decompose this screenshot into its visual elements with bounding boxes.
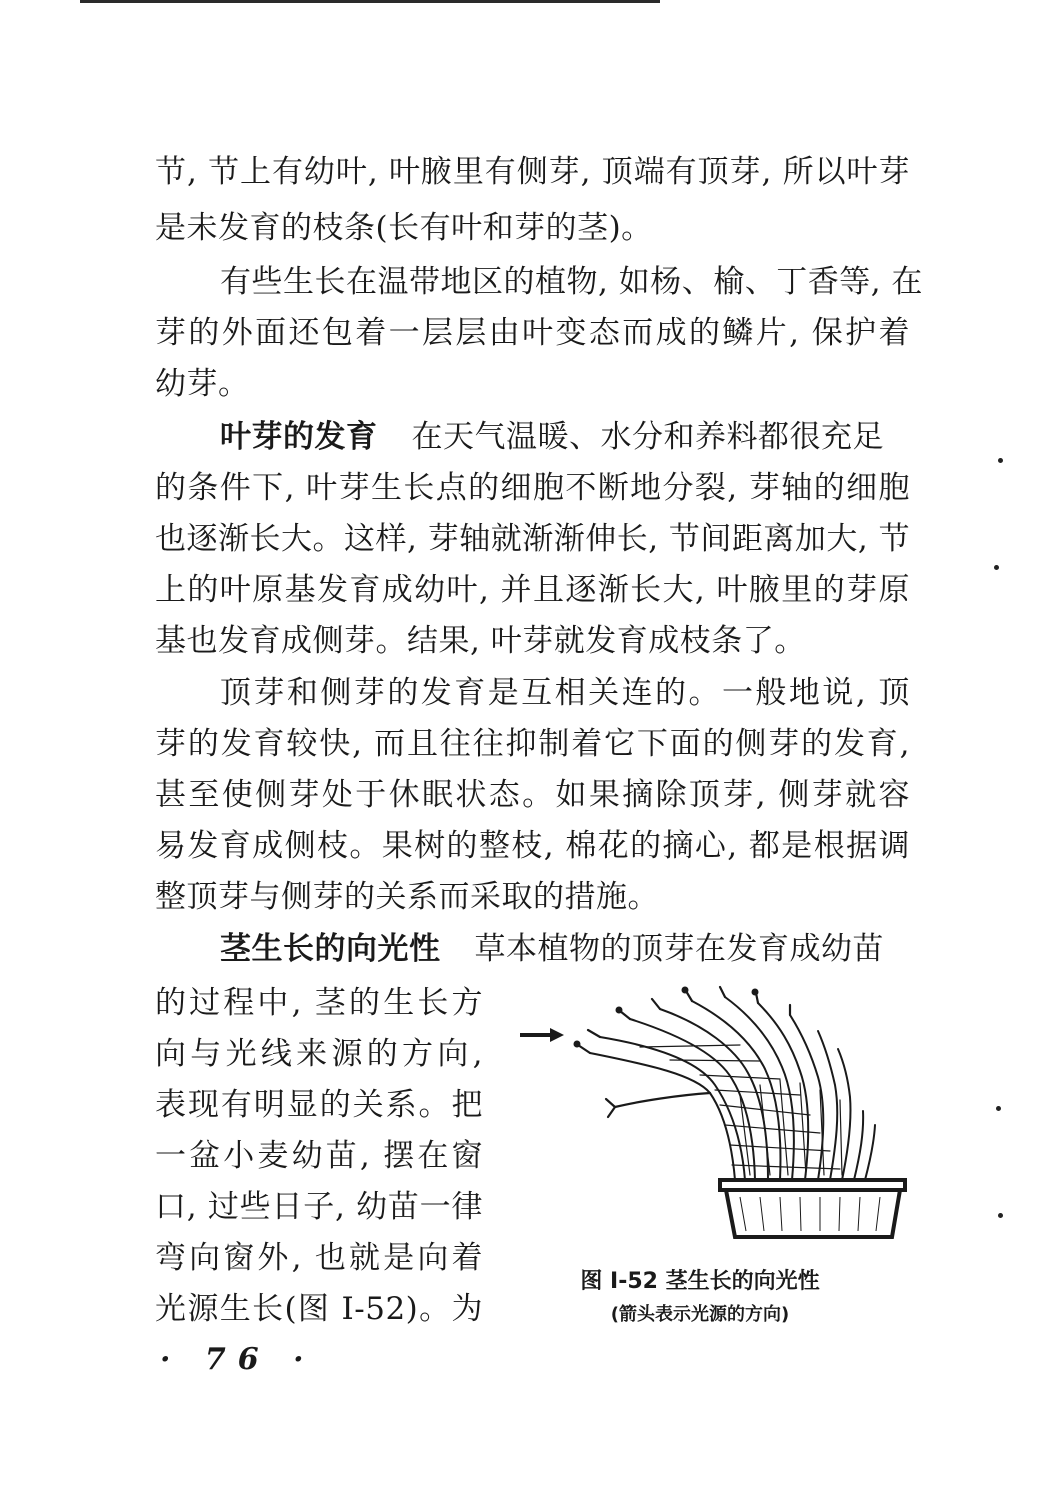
paragraph-3-line-1 (220, 417, 910, 457)
paragraph-5-wrap-line-5: 口, 过些日子, 幼苗一律 (155, 1189, 483, 1225)
paragraph-4-line-4: 易发育成侧枝。果树的整枝, 棉花的摘心, 都是根据调 (155, 828, 910, 864)
paragraph-3-line-5: 基也发育成侧芽。结果, 叶芽就发育成枝条了。 (155, 623, 806, 659)
paragraph-4-line-3: 甚至使侧芽处于休眠状态。如果摘除顶芽, 侧芽就容 (155, 777, 910, 813)
paragraph-1-line-1: 节, 节上有幼叶, 叶腋里有侧芽, 顶端有顶芽, 所以叶芽 (155, 154, 910, 190)
top-edge-rule (80, 0, 660, 3)
scan-speck (998, 458, 1003, 463)
page-number: · 76 · (160, 1342, 316, 1377)
paragraph-2-line-2: 芽的外面还包着一层层由叶变态而成的鳞片, 保护着 (155, 315, 910, 351)
paragraph-4-line-1: 顶芽和侧芽的发育是互相关连的。一般地说, 顶 (220, 675, 910, 711)
paragraph-5-wrap-line-4: 一盆小麦幼苗, 摆在窗 (155, 1138, 483, 1174)
paragraph-2-line-3: 幼芽。 (155, 366, 250, 402)
section-heading-phototropism: 茎生长的向光性 (220, 931, 441, 967)
figure-subcaption: (箭头表示光源的方向) (610, 1304, 790, 1325)
paragraph-3-line-2: 的条件下, 叶芽生长点的细胞不断地分裂, 芽轴的细胞 (155, 470, 910, 506)
paragraph-5-wrap-line-2: 向与光线来源的方向, (155, 1036, 483, 1072)
paragraph-5-wrap-line-7: 光源生长(图 I-52)。为 (155, 1291, 483, 1327)
paragraph-2-line-1: 有些生长在温带地区的植物, 如杨、榆、丁香等, 在 (220, 264, 923, 300)
figure-caption: 图 I-52 茎生长的向光性 (580, 1269, 820, 1294)
paragraph-4-line-2: 芽的发育较快, 而且往往抑制着它下面的侧芽的发育, (155, 726, 910, 762)
paragraph-1-line-2: 是未发育的枝条(长有叶和芽的茎)。 (155, 210, 653, 246)
scan-speck (998, 1213, 1003, 1218)
paragraph-3-line-1-text: 在天气温暖、水分和养料都很充足 (411, 419, 884, 455)
paragraph-3-line-3: 也逐渐长大。这样, 芽轴就渐渐伸长, 节间距离加大, 节 (155, 521, 911, 557)
flower-pot (720, 1180, 905, 1237)
paragraph-5-line-1 (220, 929, 910, 969)
paragraph-5-line-1-text: 草本植物的顶芽在发育成幼苗 (474, 931, 884, 967)
paragraph-3-line-4: 上的叶原基发育成幼叶, 并且逐渐长大, 叶腋里的芽原 (155, 572, 910, 608)
paragraph-5-wrap-line-1: 的过程中, 茎的生长方 (155, 985, 483, 1021)
paragraph-4-line-5: 整顶芽与侧芽的关系而采取的措施。 (155, 879, 659, 915)
scan-speck (996, 1106, 1001, 1111)
seedling-mass (574, 987, 875, 1180)
light-direction-arrow-icon (520, 1028, 564, 1042)
scan-speck (994, 565, 999, 570)
paragraph-5-wrap-line-3: 表现有明显的关系。把 (155, 1087, 483, 1123)
figure-phototropism-illustration (520, 975, 920, 1245)
paragraph-5-wrap-line-6: 弯向窗外, 也就是向着 (155, 1240, 483, 1276)
section-heading-leaf-bud-development: 叶芽的发育 (220, 419, 378, 455)
